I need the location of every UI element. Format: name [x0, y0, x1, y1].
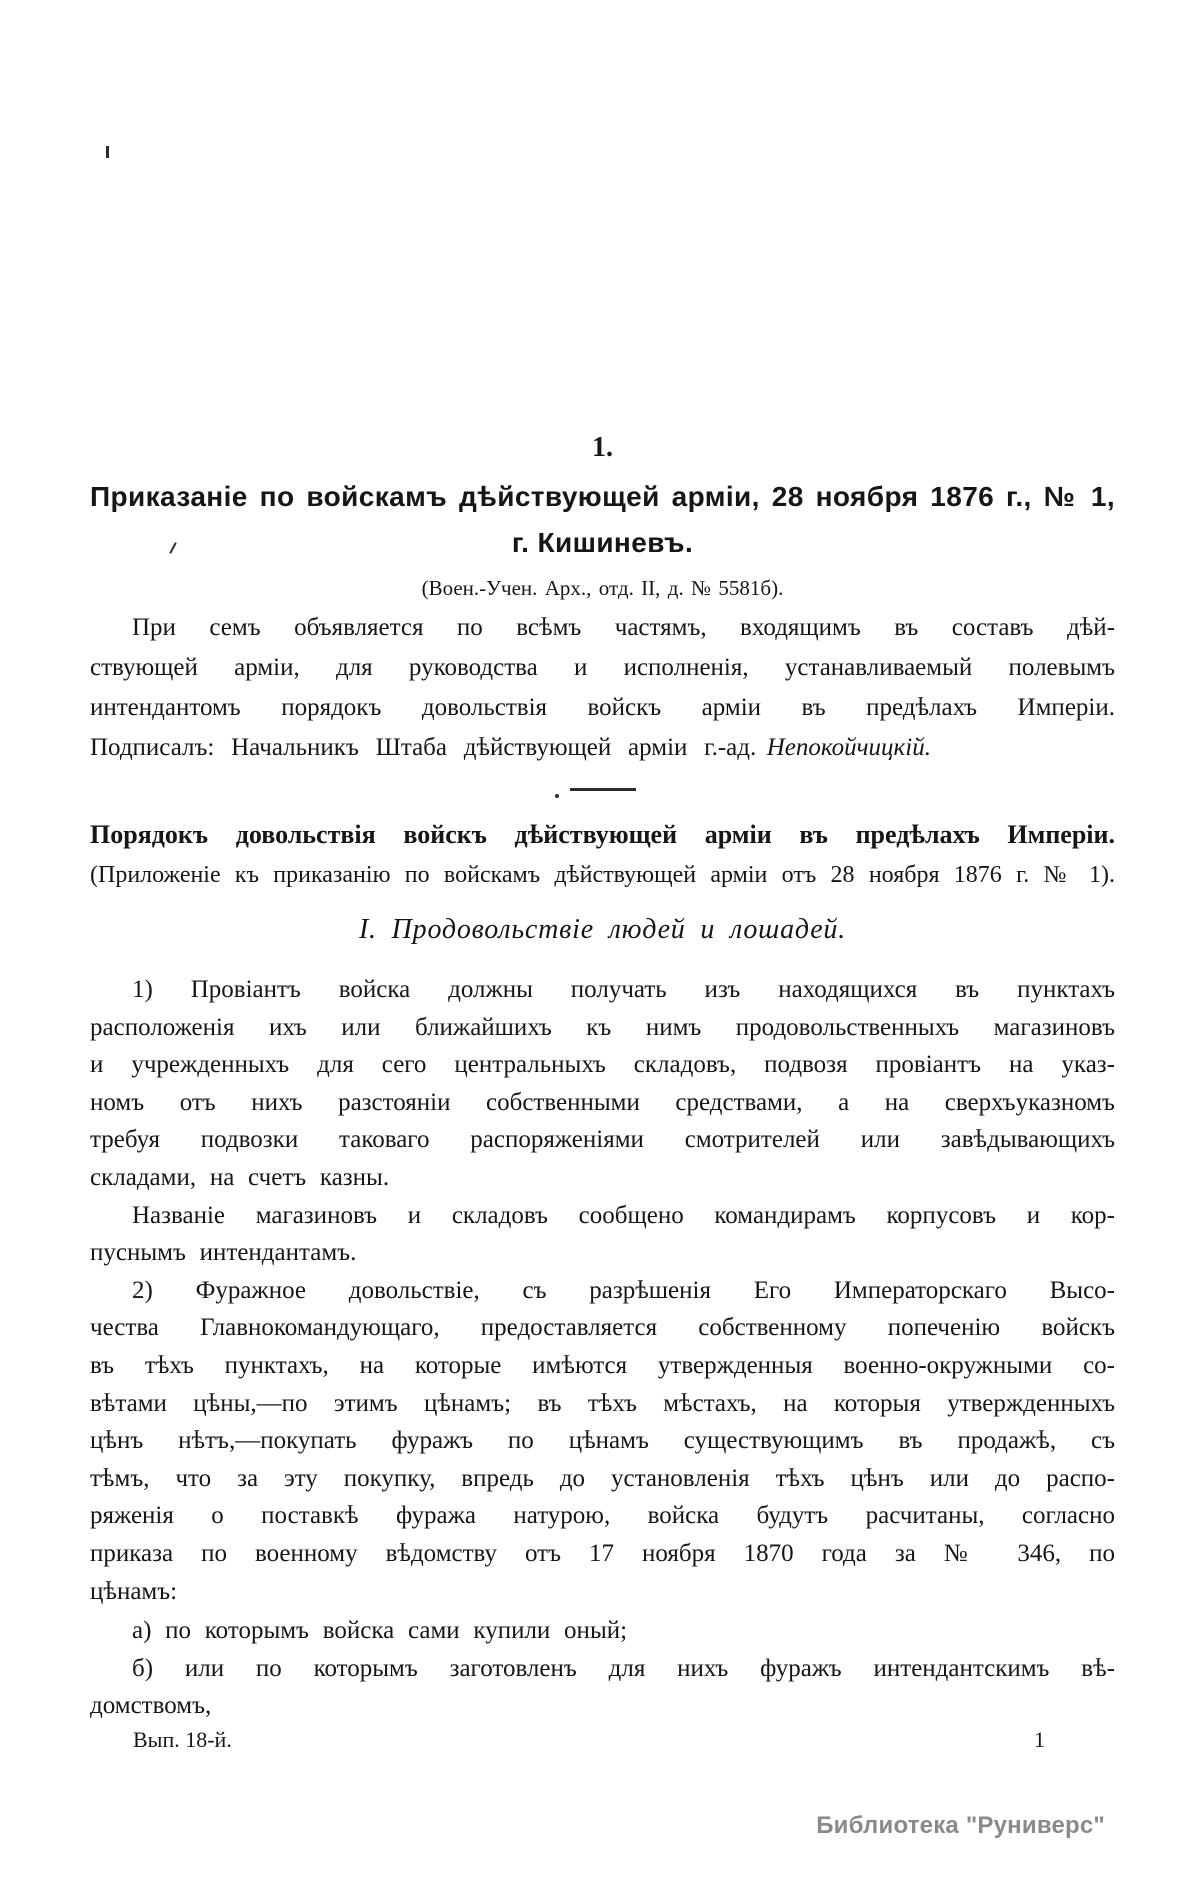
announcement-paragraph — [90, 608, 1115, 768]
text-line: въ тѣхъ пунктахъ, на которые имѣются утвержденныя военно-окружными со- — [90, 1351, 1115, 1379]
section-divider — [570, 788, 636, 791]
text-line: складами, на счетъ казны. — [90, 1163, 390, 1191]
signature-prefix: Подписалъ: Начальникъ Штаба дѣйствующей арміи г.-ад. — [90, 734, 757, 761]
library-watermark: Библиотека "Руниверс" — [816, 1812, 1105, 1839]
scan-artifact — [106, 146, 109, 158]
appendix-subheading: (Приложеніе къ приказанію по войскамъ дѣйствующей арміи отъ 28 ноября 1876 г. № 1). — [90, 862, 1115, 888]
text-line: а) по которымъ войска сами купили оный; — [132, 1617, 628, 1645]
text-line: приказа по военному вѣдомству отъ 17 ноября 1870 года за № 346, по — [90, 1539, 1115, 1567]
text-line: цѣнъ нѣтъ,—покупать фуражъ по цѣнамъ существующимъ въ продажѣ, съ — [90, 1427, 1115, 1455]
text-line: цѣнамъ: — [90, 1577, 178, 1605]
paragraph-1 — [90, 971, 1115, 1197]
page-number: 1 — [1034, 1726, 1045, 1752]
document-title-line-1: Приказаніе по войскамъ дѣйствующей арміи, 28 ноября 1876 г., № 1, — [90, 481, 1115, 512]
section-heading: I. Продовольствіе людей и лошадей. — [358, 914, 847, 945]
appendix-heading: Порядокъ довольствія войскъ дѣйствующей арміи въ предѣлахъ Имперіи. — [90, 820, 1115, 849]
archive-reference: (Воен.-Учен. Арх., отд. II, д. № 5581б). — [421, 576, 784, 600]
text-line: 2) Фуражное довольствіе, съ разрѣшенія Его Императорскаго Высо- — [132, 1276, 1115, 1304]
text-line: б) или по которымъ заготовленъ для нихъ фуражъ интендантскимъ вѣ- — [132, 1654, 1115, 1682]
text-line: пуснымъ интендантамъ. — [90, 1239, 357, 1267]
scan-artifact — [555, 794, 559, 798]
text-line: ряженія о поставкѣ фуража натурою, войска будутъ расчитаны, согласно — [90, 1502, 1115, 1530]
text-line: чества Главнокомандующаго, предоставляется собственному попеченію войскъ — [90, 1314, 1115, 1342]
paragraph-list-item-a — [90, 1612, 1115, 1650]
text-line: домствомъ, — [90, 1692, 212, 1720]
document-title — [90, 474, 1115, 566]
page-footer — [90, 1725, 1115, 1755]
text-line: расположенія ихъ или ближайшихъ къ нимъ продовольственныхъ магазиновъ — [90, 1013, 1115, 1041]
text-line: ствующей арміи, для руководства и исполненія, устанавливаемый полевымъ — [90, 654, 1115, 681]
text-line: интендантомъ порядокъ довольствія войскъ арміи въ предѣлахъ Имперіи. — [90, 694, 1115, 721]
text-line: 1) Провіантъ войска должны получать изъ находящихся въ пунктахъ — [132, 976, 1115, 1003]
edition-label: Вып. 18-й. — [133, 1726, 232, 1752]
text-line: номъ отъ нихъ разстояніи собственными средствами, а на сверхъуказномъ — [90, 1088, 1115, 1116]
paragraph-list-item-b — [90, 1650, 1115, 1725]
signature-line — [90, 728, 1115, 768]
document-title-line-2: г. Кишиневъ. — [511, 527, 694, 558]
text-line: вѣтами цѣны,—по этимъ цѣнамъ; въ тѣхъ мѣстахъ, на которыя утвержденныхъ — [90, 1389, 1115, 1417]
paragraph-3 — [90, 1272, 1115, 1610]
text-line: Названіе магазиновъ и складовъ сообщено командирамъ корпусовъ и кор- — [132, 1201, 1115, 1229]
text-line: и учрежденныхъ для сего центральныхъ складовъ, подвозя провіантъ на указ- — [90, 1051, 1115, 1079]
order-number: 1. — [592, 432, 613, 463]
signature-name: Непокойчицкій. — [766, 734, 931, 761]
text-line: тѣмъ, что за эту покупку, впредь до установленія тѣхъ цѣнъ или до распо- — [90, 1464, 1115, 1492]
text-line: При семъ объявляется по всѣмъ частямъ, входящимъ въ составъ дѣй- — [132, 614, 1115, 641]
text-line: требуя подвозки таковаго распоряженіями смотрителей или завѣдывающихъ — [90, 1126, 1115, 1154]
paragraph-2 — [90, 1197, 1115, 1272]
